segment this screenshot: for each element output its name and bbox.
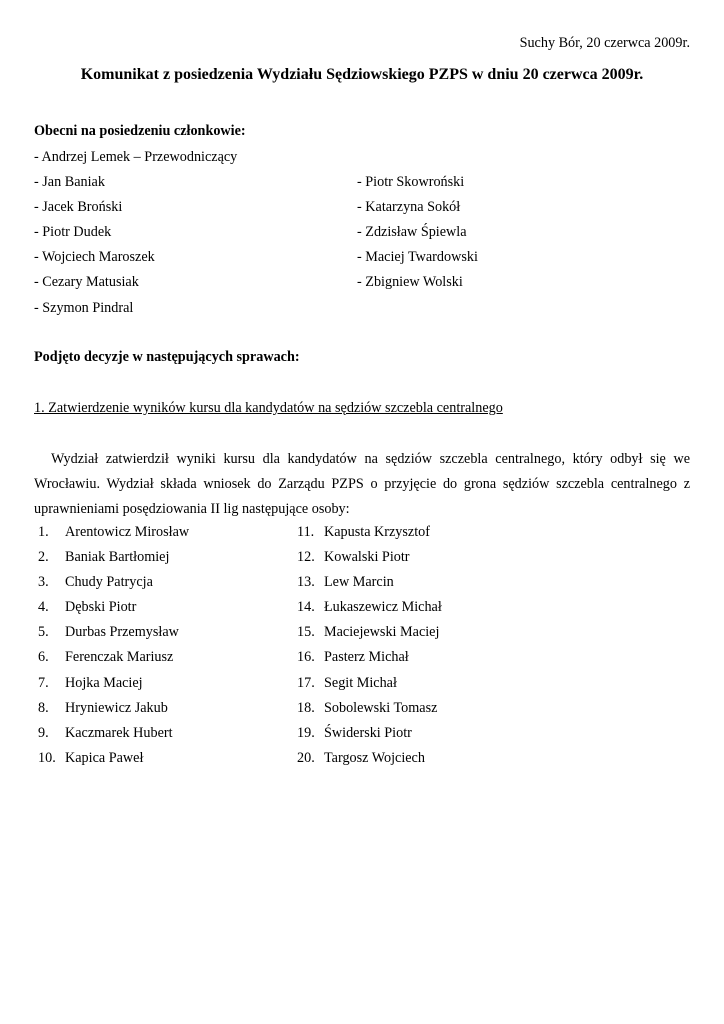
members-list-left — [34, 145, 237, 321]
member-item: - Zdzisław Śpiewla — [357, 224, 467, 241]
list-item-name: Segit Michał — [324, 674, 397, 691]
referee-list-right — [297, 520, 442, 771]
referee-list-left — [38, 520, 189, 771]
list-item-number: 8. — [38, 699, 49, 716]
list-item — [38, 545, 189, 570]
list-item — [297, 696, 442, 721]
list-item-name: Ferenczak Mariusz — [65, 649, 174, 666]
list-item — [38, 595, 189, 620]
member-item: - Jan Baniak — [34, 174, 105, 191]
member-item: - Zbigniew Wolski — [357, 274, 463, 291]
list-item — [38, 520, 189, 545]
list-item-name: Hryniewicz Jakub — [65, 699, 168, 716]
list-item-number: 20. — [297, 749, 315, 766]
member-item: - Andrzej Lemek – Przewodniczący — [34, 149, 238, 165]
list-item — [38, 746, 189, 771]
list-item-number: 1. — [38, 524, 49, 540]
list-item-number: 16. — [297, 649, 315, 666]
list-item-name: Pasterz Michał — [324, 649, 409, 666]
member-item: - Cezary Matusiak — [34, 274, 139, 291]
list-item-name: Lew Marcin — [324, 574, 394, 591]
list-item — [297, 645, 442, 670]
member-item: - Maciej Twardowski — [357, 249, 478, 266]
list-item-name: Maciejewski Maciej — [324, 624, 440, 641]
document-title: Komunikat z posiedzenia Wydziału Sędziowskiego PZPS w dniu 20 czerwca 2009r. — [80, 66, 644, 83]
section-1-paragraph — [34, 447, 690, 522]
list-item-name: Sobolewski Tomasz — [324, 699, 438, 716]
list-item-name: Targosz Wojciech — [324, 749, 425, 766]
section-1-title: 1. Zatwierdzenie wyników kursu dla kandydatów na sędziów szczebla centralnego — [34, 400, 503, 416]
list-item — [297, 520, 442, 545]
member-item: - Piotr Skowroński — [357, 174, 465, 190]
list-item-number: 10. — [38, 749, 56, 766]
list-item-number: 3. — [38, 574, 49, 591]
list-item — [297, 746, 442, 771]
list-item-name: Dębski Piotr — [65, 599, 137, 616]
list-item — [297, 545, 442, 570]
list-item — [297, 671, 442, 696]
list-item-name: Kaczmarek Hubert — [65, 724, 173, 741]
list-item-name: Kapusta Krzysztof — [324, 524, 430, 540]
list-item — [38, 620, 189, 645]
list-item — [38, 721, 189, 746]
members-list-right — [357, 170, 478, 295]
list-item — [297, 570, 442, 595]
list-item-number: 19. — [297, 724, 315, 741]
list-item — [38, 645, 189, 670]
list-item-name: Chudy Patrycja — [65, 574, 153, 591]
list-item-number: 2. — [38, 549, 49, 566]
list-item — [297, 595, 442, 620]
member-item: - Szymon Pindral — [34, 299, 134, 316]
list-item — [38, 696, 189, 721]
attendance-heading: Obecni na posiedzeniu członkowie: — [34, 123, 246, 139]
list-item-number: 13. — [297, 574, 315, 591]
list-item-name: Łukaszewicz Michał — [324, 599, 442, 616]
list-item — [38, 671, 189, 696]
list-item-number: 9. — [38, 724, 49, 741]
list-item-name: Durbas Przemysław — [65, 624, 179, 641]
list-item-name: Świderski Piotr — [324, 724, 412, 741]
list-item-name: Kapica Paweł — [65, 749, 144, 766]
member-item: - Piotr Dudek — [34, 224, 112, 241]
list-item-number: 11. — [297, 524, 315, 540]
list-item — [297, 620, 442, 645]
list-item-number: 4. — [38, 599, 49, 616]
list-item-name: Arentowicz Mirosław — [65, 524, 190, 540]
list-item — [38, 570, 189, 595]
place-date: Suchy Bór, 20 czerwca 2009r. — [519, 35, 690, 51]
list-item-number: 14. — [297, 599, 315, 616]
list-item-number: 7. — [38, 674, 49, 691]
list-item-number: 17. — [297, 674, 315, 691]
list-item-number: 18. — [297, 699, 315, 716]
section-1-text: Wydział zatwierdził wyniki kursu dla kandydatów na sędziów szczebla centralnego, który odbył się we Wrocławiu. Wydział składa wniosek do Zarządu PZPS o przyjęcie do grona sędziów szczebla centralnego z uprawnieniami posędziowania II lig następujące osoby: — [34, 451, 690, 517]
decisions-heading: Podjęto decyzje w następujących sprawach: — [34, 349, 300, 365]
list-item-number: 5. — [38, 624, 49, 641]
list-item-number: 6. — [38, 649, 49, 666]
list-item-number: 15. — [297, 624, 315, 641]
member-item: - Wojciech Maroszek — [34, 249, 155, 266]
list-item — [297, 721, 442, 746]
member-item: - Jacek Broński — [34, 199, 123, 216]
list-item-number: 12. — [297, 549, 315, 566]
member-item: - Katarzyna Sokół — [357, 199, 461, 216]
list-item-name: Hojka Maciej — [65, 674, 143, 691]
list-item-name: Kowalski Piotr — [324, 549, 410, 566]
list-item-name: Baniak Bartłomiej — [65, 549, 170, 566]
